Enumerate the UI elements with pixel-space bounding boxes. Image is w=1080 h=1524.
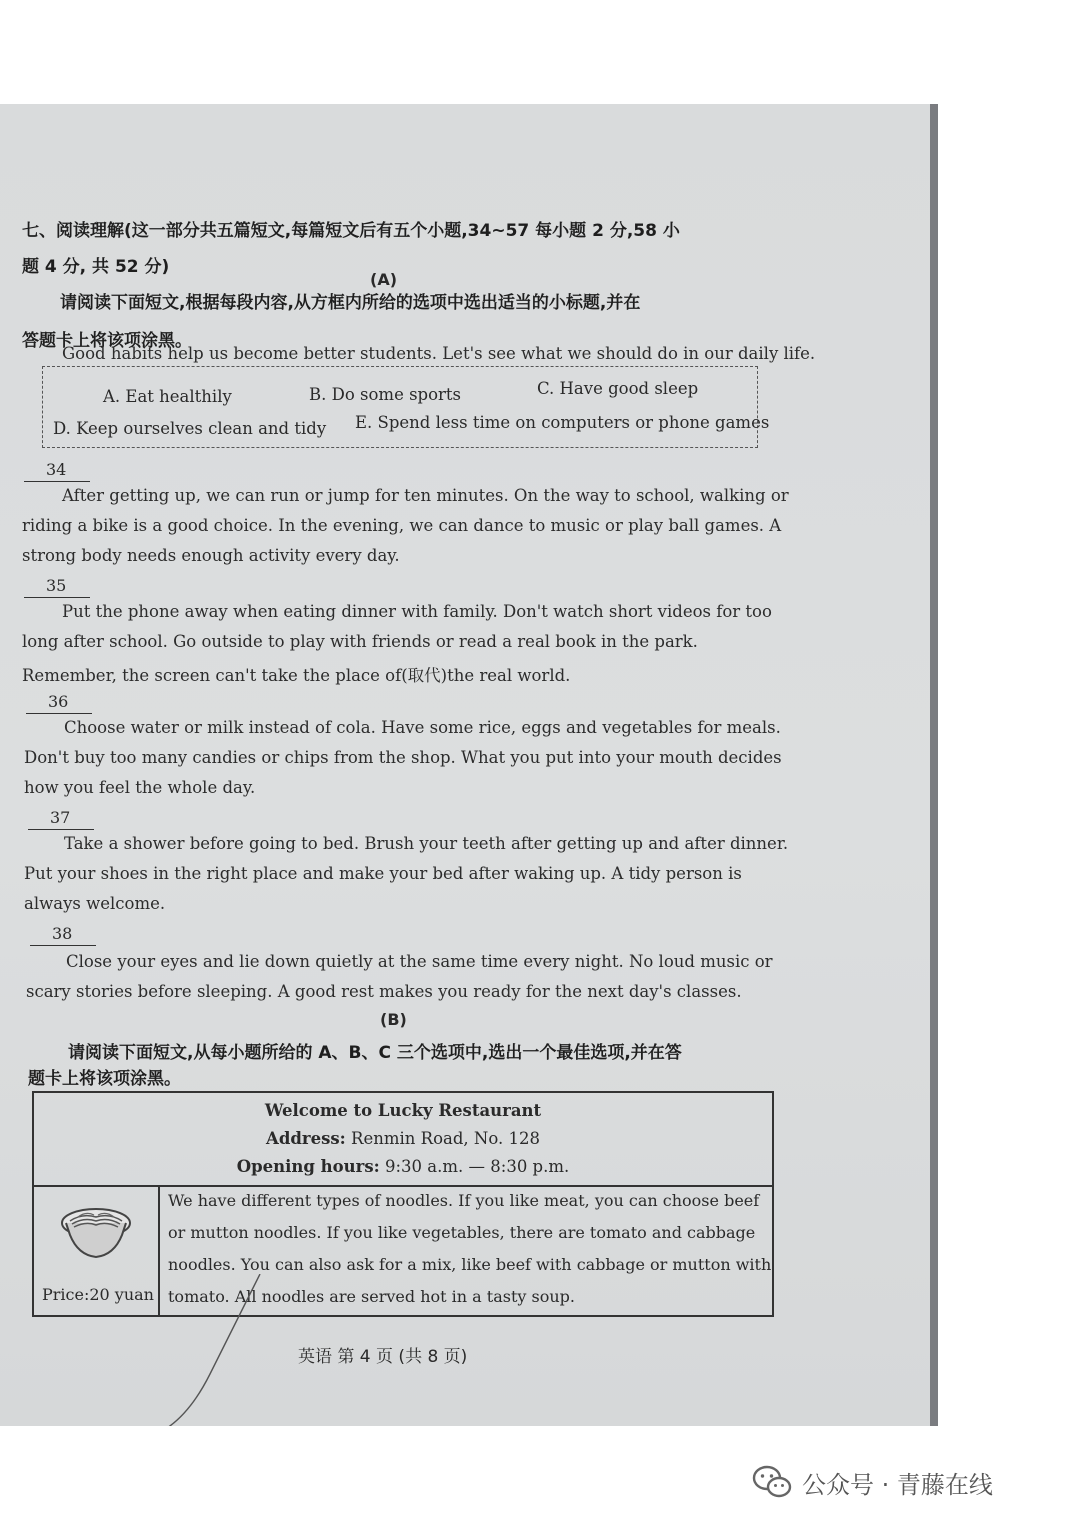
paragraph-line: long after school. Go outside to play with friends or read a real book in the park. — [22, 632, 698, 651]
paragraph-line: Put your shoes in the right place and make your bed after waking up. A tidy person is — [24, 864, 742, 883]
menu-title: Welcome to Lucky Restaurant — [264, 1101, 542, 1120]
option-a: A. Eat healthily — [103, 387, 232, 406]
paragraph-line: After getting up, we can run or jump for ten minutes. On the way to school, walking or — [62, 486, 789, 505]
description-line: or mutton noodles. If you like vegetables, there are tomato and cabbage — [168, 1223, 756, 1242]
part-a-intro: Good habits help us become better students. Let's see what we should do in our daily life. — [62, 344, 816, 363]
paragraph-line: Close your eyes and lie down quietly at the same time every night. No loud music or — [66, 952, 773, 971]
item-number: 37 — [28, 808, 94, 830]
watermark-text: 公众号 · 青藤在线 — [802, 1470, 993, 1499]
paragraph-line: Take a shower before going to bed. Brush your teeth after getting up and after dinner. — [64, 834, 789, 853]
paragraph-line: Remember, the screen can't take the place of(取代)the real world. — [22, 666, 571, 685]
description-line: noodles. You can also ask for a mix, like beef with cabbage or mutton with — [168, 1255, 772, 1274]
watermark — [752, 1462, 993, 1502]
address-value: Renmin Road, No. 128 — [351, 1129, 540, 1148]
item-number: 36 — [26, 692, 92, 714]
pen-stroke — [150, 1274, 270, 1426]
part-a-instruction-line2: 答题卡上将该项涂黑。 — [22, 331, 192, 351]
part-b-instruction-line2: 题卡上将该项涂黑。 — [28, 1069, 181, 1089]
paragraph-line: how you feel the whole day. — [24, 778, 256, 797]
description-line: tomato. All noodles are served hot in a tasty soup. — [168, 1287, 575, 1306]
menu-price-cell — [34, 1185, 160, 1315]
paragraph-line: Put the phone away when eating dinner with family. Don't watch short videos for too — [62, 602, 772, 621]
option-d: D. Keep ourselves clean and tidy — [53, 419, 327, 438]
hours-value: 9:30 a.m. — 8:30 p.m. — [385, 1157, 570, 1176]
option-e: E. Spend less time on computers or phone games — [355, 413, 770, 432]
page-number: 英语 第 4 页 (共 8 页) — [298, 1347, 468, 1367]
paragraph-line: riding a bike is a good choice. In the evening, we can dance to music or play ball games. A — [22, 516, 782, 535]
paragraph-line: always welcome. — [24, 894, 166, 913]
hours-label: Opening hours: — [236, 1157, 380, 1176]
part-b-label: (B) — [380, 1010, 407, 1029]
address-label: Address: — [266, 1129, 346, 1148]
menu-hours — [34, 1157, 772, 1176]
menu-address — [34, 1129, 772, 1148]
paragraph-line: scary stories before sleeping. A good rest makes you ready for the next day's classes. — [26, 982, 742, 1001]
paragraph-line: strong body needs enough activity every day. — [22, 546, 400, 565]
restaurant-menu-table — [32, 1091, 774, 1317]
price-label: Price:20 yuan — [42, 1285, 154, 1304]
option-b: B. Do some sports — [309, 385, 462, 404]
option-c: C. Have good sleep — [537, 379, 699, 398]
section-title-line1: 七、阅读理解(这一部分共五篇短文,每篇短文后有五个小题,34~57 每小题 2 分,58 小 — [22, 221, 680, 241]
exam-page — [0, 104, 938, 1426]
part-a-instruction-line1: 请阅读下面短文,根据每段内容,从方框内所给的选项中选出适当的小标题,并在 — [60, 293, 641, 313]
item-number: 38 — [30, 924, 96, 946]
options-box — [42, 366, 770, 448]
noodle-bowl-icon — [56, 1193, 136, 1273]
paragraph-line: Don't buy too many candies or chips from the shop. What you put into your mouth decides — [24, 748, 782, 767]
wechat-icon — [752, 1465, 792, 1499]
item-number: 35 — [24, 576, 90, 598]
part-b-instruction-line1: 请阅读下面短文,从每小题所给的 A、B、C 三个选项中,选出一个最佳选项,并在答 — [68, 1043, 682, 1063]
item-number: 34 — [24, 460, 90, 482]
part-a-label: (A) — [370, 270, 398, 289]
description-line: We have different types of noodles. If you like meat, you can choose beef — [168, 1191, 760, 1210]
menu-header — [34, 1093, 772, 1187]
paragraph-line: Choose water or milk instead of cola. Have some rice, eggs and vegetables for meals. — [64, 718, 781, 737]
section-title-line2: 题 4 分, 共 52 分) — [22, 257, 170, 277]
